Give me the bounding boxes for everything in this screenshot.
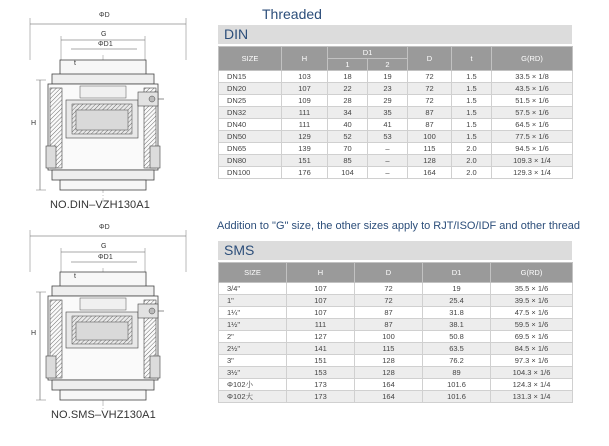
sms-drawing-caption: NO.SMS–VHZ130A1 [51,409,156,421]
din-drawing-caption: NO.DIN–VZH130A1 [50,199,150,211]
din-table-body [219,71,573,179]
table-cell: DN100 [219,167,282,179]
table-cell: 1½" [219,319,287,331]
sms-header-d1: D1 [423,263,491,283]
table-cell: 109 [282,95,328,107]
table-cell: 151 [282,155,328,167]
table-cell: 100 [355,331,423,343]
table-cell: 153 [287,367,355,379]
sms-header-h: H [287,263,355,283]
table-cell: 176 [282,167,328,179]
sms-table [218,262,573,403]
table-row [219,71,573,83]
table-cell: 43.5 × 1/6 [492,83,573,95]
thread-note: Addition to "G" size, the other sizes apply to RJT/ISO/IDF and other thread [217,220,581,232]
table-cell: 64.5 × 1/6 [492,119,573,131]
table-cell: 139 [282,143,328,155]
table-row [219,391,573,403]
table-cell: 164 [408,167,452,179]
table-cell: 3/4" [219,283,287,295]
table-cell: DN80 [219,155,282,167]
table-cell: 33.5 × 1/8 [492,71,573,83]
table-cell: 2.0 [452,143,492,155]
table-cell: 164 [355,391,423,403]
table-cell: 40 [328,119,368,131]
table-cell: Φ102小 [219,379,287,391]
sms-section-title: SMS [224,242,255,258]
table-cell: – [368,155,408,167]
table-cell: 101.6 [423,379,491,391]
sms-t-label: t [74,273,77,280]
table-cell: 35 [368,107,408,119]
din-header-h: H [282,47,328,71]
table-cell: 28 [328,95,368,107]
table-cell: 124.3 × 1/4 [491,379,573,391]
table-cell: 29 [368,95,408,107]
table-cell: 38.1 [423,319,491,331]
din-outer-dia-label: ΦD [99,12,110,19]
table-cell: 164 [355,379,423,391]
table-cell: 104 [328,167,368,179]
table-cell: 104.3 × 1/6 [491,367,573,379]
table-cell: 19 [423,283,491,295]
table-cell: 19 [368,71,408,83]
table-row [219,331,573,343]
table-cell: 25.4 [423,295,491,307]
table-cell: DN40 [219,119,282,131]
page-title: Threaded [262,6,322,22]
table-row [219,343,573,355]
table-cell: 72 [408,83,452,95]
table-cell: 50.8 [423,331,491,343]
drawing-panel [0,0,205,446]
table-cell: 2" [219,331,287,343]
table-cell: 34 [328,107,368,119]
table-cell: 23 [368,83,408,95]
table-cell: 109.3 × 1/4 [492,155,573,167]
table-cell: 31.8 [423,307,491,319]
table-cell: 1¼" [219,307,287,319]
table-row [219,143,573,155]
table-cell: 129 [282,131,328,143]
table-cell: Φ102大 [219,391,287,403]
table-row [219,119,573,131]
table-row [219,283,573,295]
table-cell: 100 [408,131,452,143]
table-cell: – [368,143,408,155]
table-cell: 94.5 × 1/6 [492,143,573,155]
table-row [219,379,573,391]
sms-h-label: H [31,330,37,337]
table-cell: 72 [355,295,423,307]
table-cell: 127 [287,331,355,343]
table-cell: 1.5 [452,95,492,107]
table-cell: 3½" [219,367,287,379]
din-header-t: t [452,47,492,71]
table-cell: 76.2 [423,355,491,367]
table-cell: 115 [408,143,452,155]
table-cell: 63.5 [423,343,491,355]
din-header-g: G(RD) [492,47,573,71]
table-cell: DN25 [219,95,282,107]
sms-section-header [218,241,572,260]
table-cell: 131.3 × 1/4 [491,391,573,403]
table-cell: 51.5 × 1/6 [492,95,573,107]
table-cell: DN65 [219,143,282,155]
din-section-header [218,25,572,44]
table-cell: 2.0 [452,155,492,167]
table-row [219,83,573,95]
table-cell: DN20 [219,83,282,95]
table-cell: 129.3 × 1/4 [492,167,573,179]
table-cell: 97.3 × 1/6 [491,355,573,367]
din-header-d1-sub1: 1 [328,59,368,71]
din-header-size: SIZE [219,47,282,71]
din-table [218,46,573,179]
din-t-label: t [74,60,77,67]
sms-outer-dia-label: ΦD [99,224,110,231]
table-cell: 35.5 × 1/6 [491,283,573,295]
table-cell: 111 [282,119,328,131]
table-cell: 39.5 × 1/6 [491,295,573,307]
din-section-title: DIN [224,26,249,42]
din-g-label: G [101,31,107,38]
sms-g-label: G [101,243,107,250]
table-cell: 2.0 [452,167,492,179]
table-cell: 72 [408,71,452,83]
table-cell: 18 [328,71,368,83]
table-cell: 1.5 [452,71,492,83]
table-cell: 141 [287,343,355,355]
table-row [219,155,573,167]
table-cell: 128 [355,367,423,379]
table-cell: 111 [287,319,355,331]
table-cell: 128 [355,355,423,367]
table-row [219,95,573,107]
table-cell: 128 [408,155,452,167]
table-cell: DN15 [219,71,282,83]
table-cell: 1" [219,295,287,307]
table-cell: 1.5 [452,107,492,119]
table-row [219,319,573,331]
table-row [219,131,573,143]
table-row [219,367,573,379]
table-cell: 107 [287,307,355,319]
table-cell: 87 [355,319,423,331]
table-cell: 87 [408,107,452,119]
table-row [219,295,573,307]
table-cell: 107 [282,83,328,95]
din-header-d: D [408,47,452,71]
table-cell: 103 [282,71,328,83]
table-cell: 70 [328,143,368,155]
table-cell: 52 [328,131,368,143]
sms-header-size: SIZE [219,263,287,283]
table-cell: 3" [219,355,287,367]
table-cell: 107 [287,295,355,307]
table-cell: 72 [355,283,423,295]
table-row [219,355,573,367]
table-row [219,167,573,179]
table-cell: 59.5 × 1/6 [491,319,573,331]
din-header-d1: D1 [328,47,408,59]
table-cell: 87 [355,307,423,319]
table-cell: 22 [328,83,368,95]
sms-header-g: G(RD) [491,263,573,283]
table-cell: DN32 [219,107,282,119]
table-cell: 1.5 [452,83,492,95]
table-cell: 1.5 [452,119,492,131]
table-cell: 84.5 × 1/6 [491,343,573,355]
valve-drawings [0,0,205,446]
table-row [219,307,573,319]
table-cell: 101.6 [423,391,491,403]
sms-inner-dia-label: ΦD1 [98,254,113,261]
sms-header-d: D [355,263,423,283]
table-cell: 57.5 × 1/6 [492,107,573,119]
din-h-label: H [31,120,37,127]
table-cell: 111 [282,107,328,119]
table-cell: 47.5 × 1/6 [491,307,573,319]
table-cell: 115 [355,343,423,355]
table-cell: 107 [287,283,355,295]
table-cell: 87 [408,119,452,131]
table-cell: 72 [408,95,452,107]
table-cell: 2½" [219,343,287,355]
table-cell: 69.5 × 1/6 [491,331,573,343]
table-cell: 173 [287,391,355,403]
table-cell: 89 [423,367,491,379]
din-inner-dia-label: ΦD1 [98,41,113,48]
table-cell: DN50 [219,131,282,143]
table-cell: 41 [368,119,408,131]
table-cell: 173 [287,379,355,391]
table-row [219,107,573,119]
din-header-d1-sub2: 2 [368,59,408,71]
sms-table-body [219,283,573,403]
table-cell: 53 [368,131,408,143]
table-cell: – [368,167,408,179]
table-cell: 1.5 [452,131,492,143]
table-cell: 85 [328,155,368,167]
table-cell: 151 [287,355,355,367]
table-cell: 77.5 × 1/6 [492,131,573,143]
